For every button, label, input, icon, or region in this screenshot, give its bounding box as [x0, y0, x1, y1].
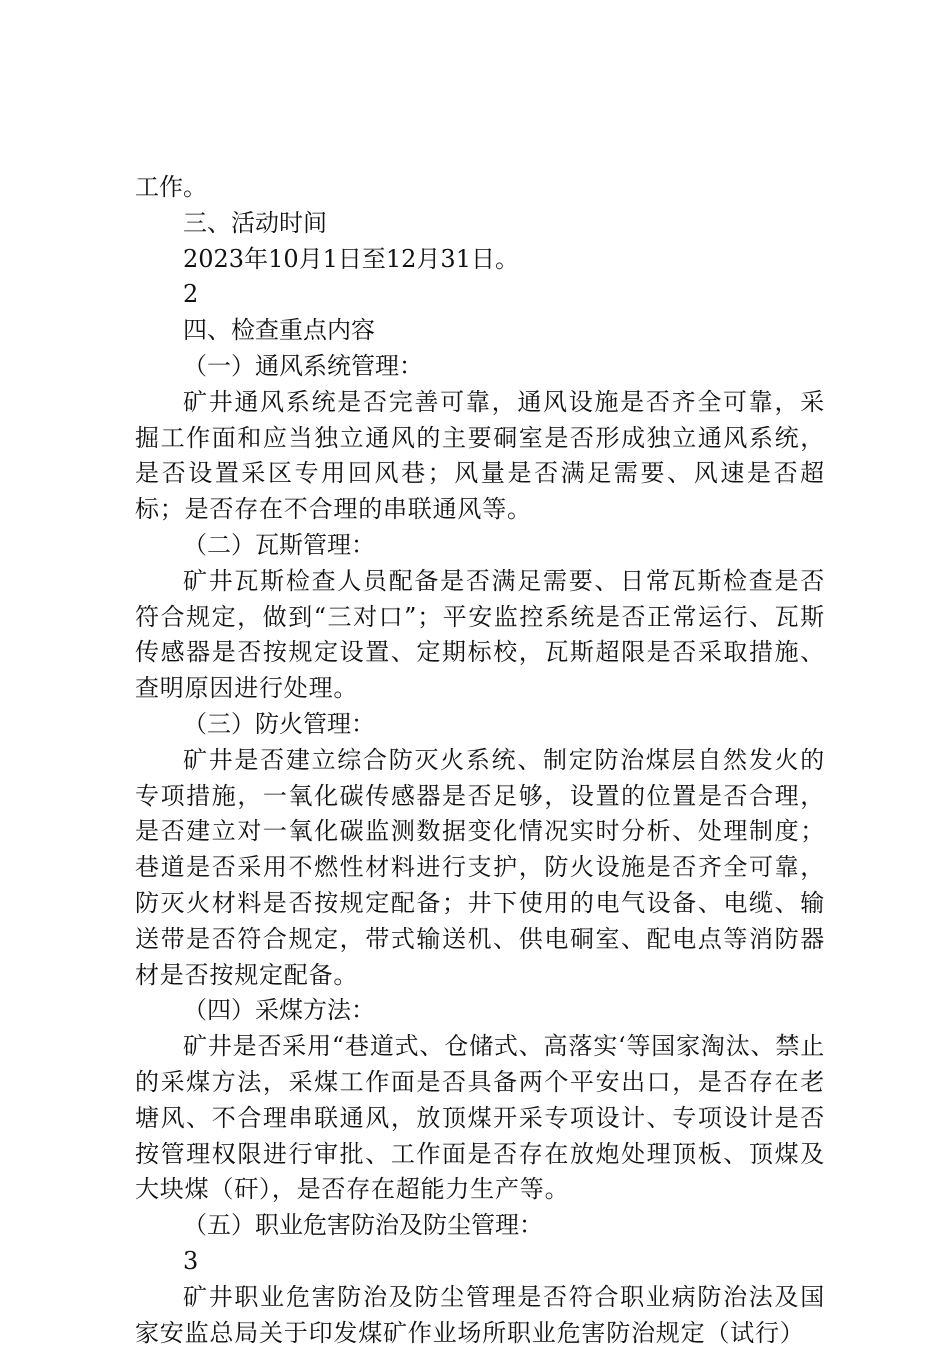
page-number: 2 [183, 280, 199, 309]
subsection-heading-mining-method: （四）采煤方法： [183, 996, 375, 1025]
subsection-heading-ventilation: （一）通风系统管理： [183, 351, 423, 380]
page-number: 3 [183, 1246, 199, 1275]
subsection-heading-occupational-hazard: （五）职业危害防治及防尘管理： [183, 1211, 543, 1240]
activity-date-range: 2023年10月1日至12月31日。 [183, 244, 519, 273]
subsection-heading-gas: （二）瓦斯管理： [183, 530, 375, 559]
document-body [135, 170, 825, 1351]
paragraph-occupational-hazard: 矿井职业危害防治及防尘管理是否符合职业病防治法及国家安监总局关于印发煤矿作业场所职业危害防治规定（试行） [135, 1282, 825, 1347]
section-heading-inspection-focus: 四、检查重点内容 [183, 316, 375, 345]
section-heading-activity-time: 三、活动时间 [183, 208, 327, 237]
subsection-heading-fire-prevention: （三）防火管理： [183, 709, 375, 738]
paragraph-gas: 矿井瓦斯检查人员配备是否满足需要、日常瓦斯检查是否符合规定，做到“三对口”；平安监控系统是否正常运行、瓦斯传感器是否按规定设置、定期标校，瓦斯超限是否采取措施、查明原因进行处理。 [135, 566, 825, 703]
text-line: 工作。 [135, 173, 207, 201]
paragraph-fire-prevention: 矿井是否建立综合防灭火系统、制定防治煤层自然发火的专项措施，一氧化碳传感器是否足够，设置的位置是否合理，是否建立对一氧化碳监测数据变化情况实时分析、处理制度；巷道是否采用不燃性材料进行支护，防火设施是否齐全可靠，防灭火材料是否按规定配备；井下使用的电气设备、电缆、输送带是否符合规定，带式输送机、供电硐室、配电点等消防器材是否按规定配备。 [135, 745, 825, 989]
paragraph-mining-method: 矿井是否采用“巷道式、仓储式、高落实‘等国家淘汰、禁止的采煤方法，采煤工作面是否具备两个平安出口，是否存在老塘风、不合理串联通风，放顶煤开采专项设计、专项设计是否按管理权限进行审批、工作面是否存在放炮处理顶板、顶煤及大块煤（矸），是否存在超能力生产等。 [135, 1032, 825, 1204]
paragraph-ventilation: 矿井通风系统是否完善可靠，通风设施是否齐全可靠，采掘工作面和应当独立通风的主要硐室是否形成独立通风系统，是否设置采区专用回风巷；风量是否满足需要、风速是否超标；是否存在不合理的串联通风等。 [135, 387, 825, 524]
